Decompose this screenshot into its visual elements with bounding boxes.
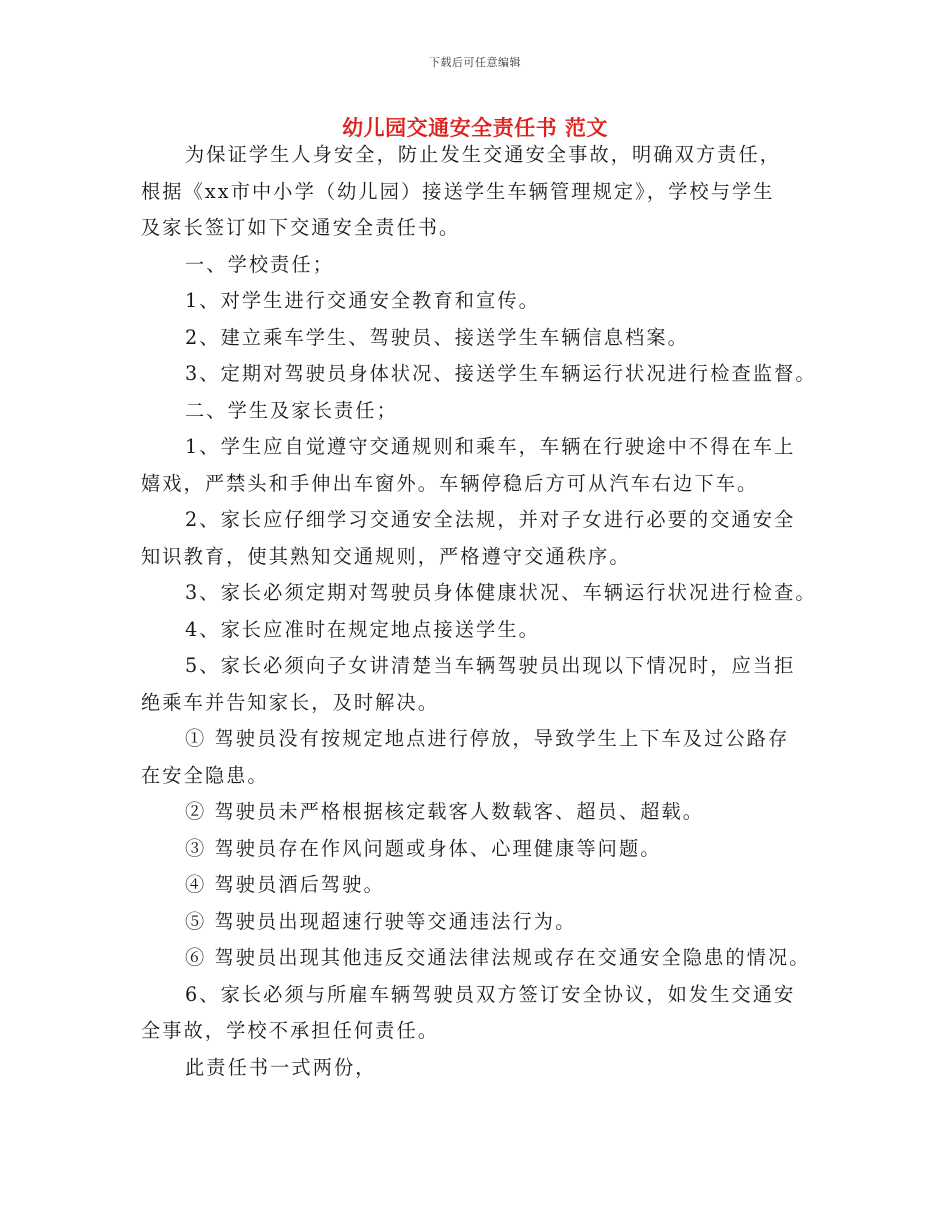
- body-line: 6、家长必须与所雇车辆驾驶员双方签订安全协议，如发生交通安: [185, 982, 796, 1006]
- body-line: ① 驾驶员没有按规定地点进行停放，导致学生上下车及过公路存: [185, 727, 790, 750]
- body-line: 及家长签订如下交通安全责任书。: [141, 216, 461, 239]
- body-line: ⑤ 驾驶员出现超速行驶等交通违法行为。: [185, 909, 577, 933]
- body-line: 4、家长应准时在规定地点接送学生。: [185, 617, 540, 641]
- body-line: 知识教育，使其熟知交通规则，严格遵守交通秩序。: [141, 544, 631, 568]
- body-line: 绝乘车并告知家长，及时解决。: [141, 690, 440, 714]
- body-line: ⑥ 驾驶员出现其他违反交通法律法规或存在交通安全隐患的情况。: [185, 946, 811, 969]
- body-line: 一、学校责任；: [185, 252, 335, 276]
- body-line: 5、家长必须向子女讲清楚当车辆驾驶员出现以下情况时，应当拒: [185, 654, 796, 677]
- body-line: 2、建立乘车学生、驾驶员、接送学生车辆信息档案。: [185, 325, 689, 349]
- body-line: 3、家长必须定期对驾驶员身体健康状况、车辆运行状况进行检查。: [185, 581, 817, 604]
- header-note: 下载后可任意编辑: [429, 56, 521, 69]
- body-line: 嬉戏，严禁头和手伸出车窗外。车辆停稳后方可从汽车右边下车。: [141, 471, 759, 495]
- body-line: 1、学生应自觉遵守交通规则和乘车，车辆在行驶途中不得在车上: [185, 435, 796, 458]
- body-line: 根据《xx市中小学（幼儿园）接送学生车辆管理规定》，学校与学生: [141, 179, 775, 203]
- body-line: 此责任书一式两份，: [185, 1055, 377, 1079]
- body-line: 二、学生及家长责任；: [185, 398, 398, 422]
- body-line: ② 驾驶员未严格根据核定载客人数载客、超员、超载。: [185, 800, 705, 823]
- body-line: ④ 驾驶员酒后驾驶。: [185, 873, 385, 896]
- document-body: [141, 137, 821, 1086]
- body-line: 2、家长应仔细学习交通安全法规，并对子女进行必要的交通安全: [185, 508, 796, 531]
- body-line: 全事故，学校不承担任何责任。: [141, 1019, 440, 1042]
- body-line: 3、定期对驾驶员身体状况、接送学生车辆运行状况进行检查监督。: [185, 362, 817, 385]
- body-line: ③ 驾驶员存在作风问题或身体、心理健康等问题。: [185, 836, 662, 860]
- document-title: 幼儿园交通安全责任书 范文: [342, 115, 608, 140]
- body-line: 1、对学生进行交通安全教育和宣传。: [185, 289, 540, 312]
- body-line: 在安全隐患。: [141, 763, 269, 787]
- body-line: 为保证学生人身安全，防止发生交通安全事故，明确双方责任，: [185, 143, 782, 166]
